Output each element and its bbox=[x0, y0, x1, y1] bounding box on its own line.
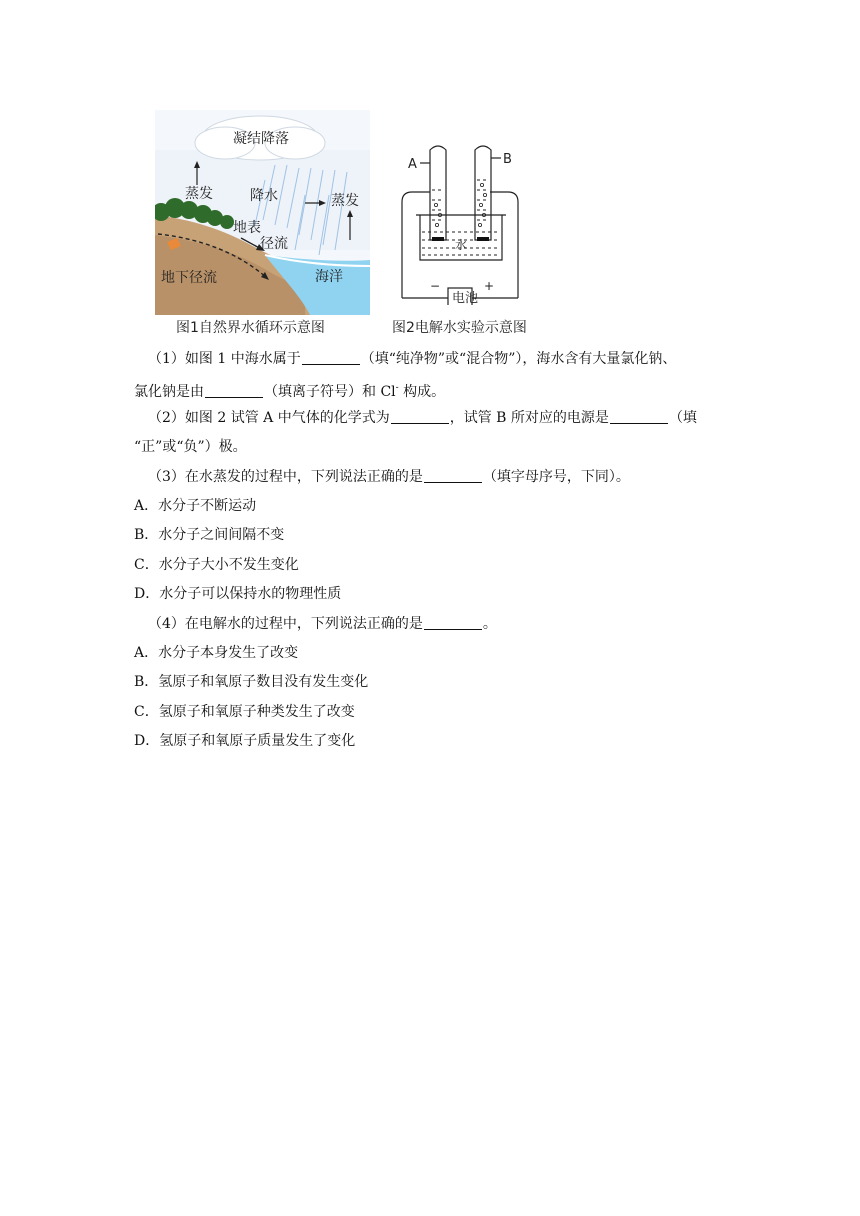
answer-blank bbox=[424, 467, 482, 483]
evaporate-right-label: 蒸发 bbox=[331, 193, 359, 209]
q4-option-b: B．氢原子和氧原子数目没有发生变化 bbox=[134, 674, 369, 691]
plus-label: + bbox=[484, 279, 495, 293]
q3-option-c: C．水分子大小不发生变化 bbox=[134, 556, 299, 573]
answer-blank bbox=[610, 408, 668, 424]
tube-b-label: B bbox=[503, 152, 512, 167]
q4-option-a: A．水分子本身发生了改变 bbox=[134, 644, 299, 661]
answer-blank bbox=[391, 408, 449, 424]
minus-label: − bbox=[430, 279, 441, 293]
water-label: 水 bbox=[455, 238, 468, 252]
answer-blank bbox=[424, 614, 482, 630]
q3-stem: （3）在水蒸发的过程中，下列说法正确的是 （填字母序号，下同）。 bbox=[148, 468, 630, 485]
evaporate-left-label: 蒸发 bbox=[185, 186, 213, 202]
q4-option-d: D．氢原子和氧原子质量发生了变化 bbox=[134, 733, 356, 750]
ocean-label: 海洋 bbox=[315, 269, 343, 285]
figure2-caption: 图2电解水实验示意图 bbox=[392, 320, 527, 336]
q4-option-c: C．氢原子和氧原子种类发生了改变 bbox=[134, 703, 355, 720]
q4-stem: （4）在电解水的过程中，下列说法正确的是 。 bbox=[148, 615, 497, 632]
battery-label: 电池 bbox=[452, 291, 479, 305]
q1-line1: （1）如图 1 中海水属于 （填“纯净物”或“混合物”），海水含有大量氯化钠、 bbox=[148, 351, 677, 367]
q3-option-d: D．水分子可以保持水的物理性质 bbox=[134, 586, 342, 603]
question-body bbox=[134, 345, 734, 756]
q2-line2: “正”或“负”）极。 bbox=[134, 439, 247, 456]
cloud-label: 凝结降落 bbox=[233, 131, 289, 147]
q1-line2: 氯化钠是由 （填离子符号）和 Cl- 构成。 bbox=[134, 383, 446, 401]
tube-a-label: A bbox=[408, 157, 417, 172]
figure1-caption: 图1自然界水循环示意图 bbox=[176, 320, 325, 336]
surface-label-1: 地表 bbox=[233, 220, 261, 236]
q2-line1: （2）如图 2 试管 A 中气体的化学式为 ，试管 B 所对应的电源是 （填 bbox=[148, 409, 697, 426]
underground-label: 地下径流 bbox=[161, 270, 217, 286]
q3-option-a: A．水分子不断运动 bbox=[134, 497, 257, 514]
electrolysis-figure bbox=[390, 140, 530, 305]
answer-blank bbox=[302, 349, 360, 365]
rain-label: 降水 bbox=[250, 188, 278, 204]
surface-label-2: 径流 bbox=[260, 236, 288, 252]
q3-option-b: B．水分子之间间隔不变 bbox=[134, 527, 285, 544]
answer-blank bbox=[205, 382, 263, 398]
water-cycle-figure bbox=[155, 110, 370, 315]
